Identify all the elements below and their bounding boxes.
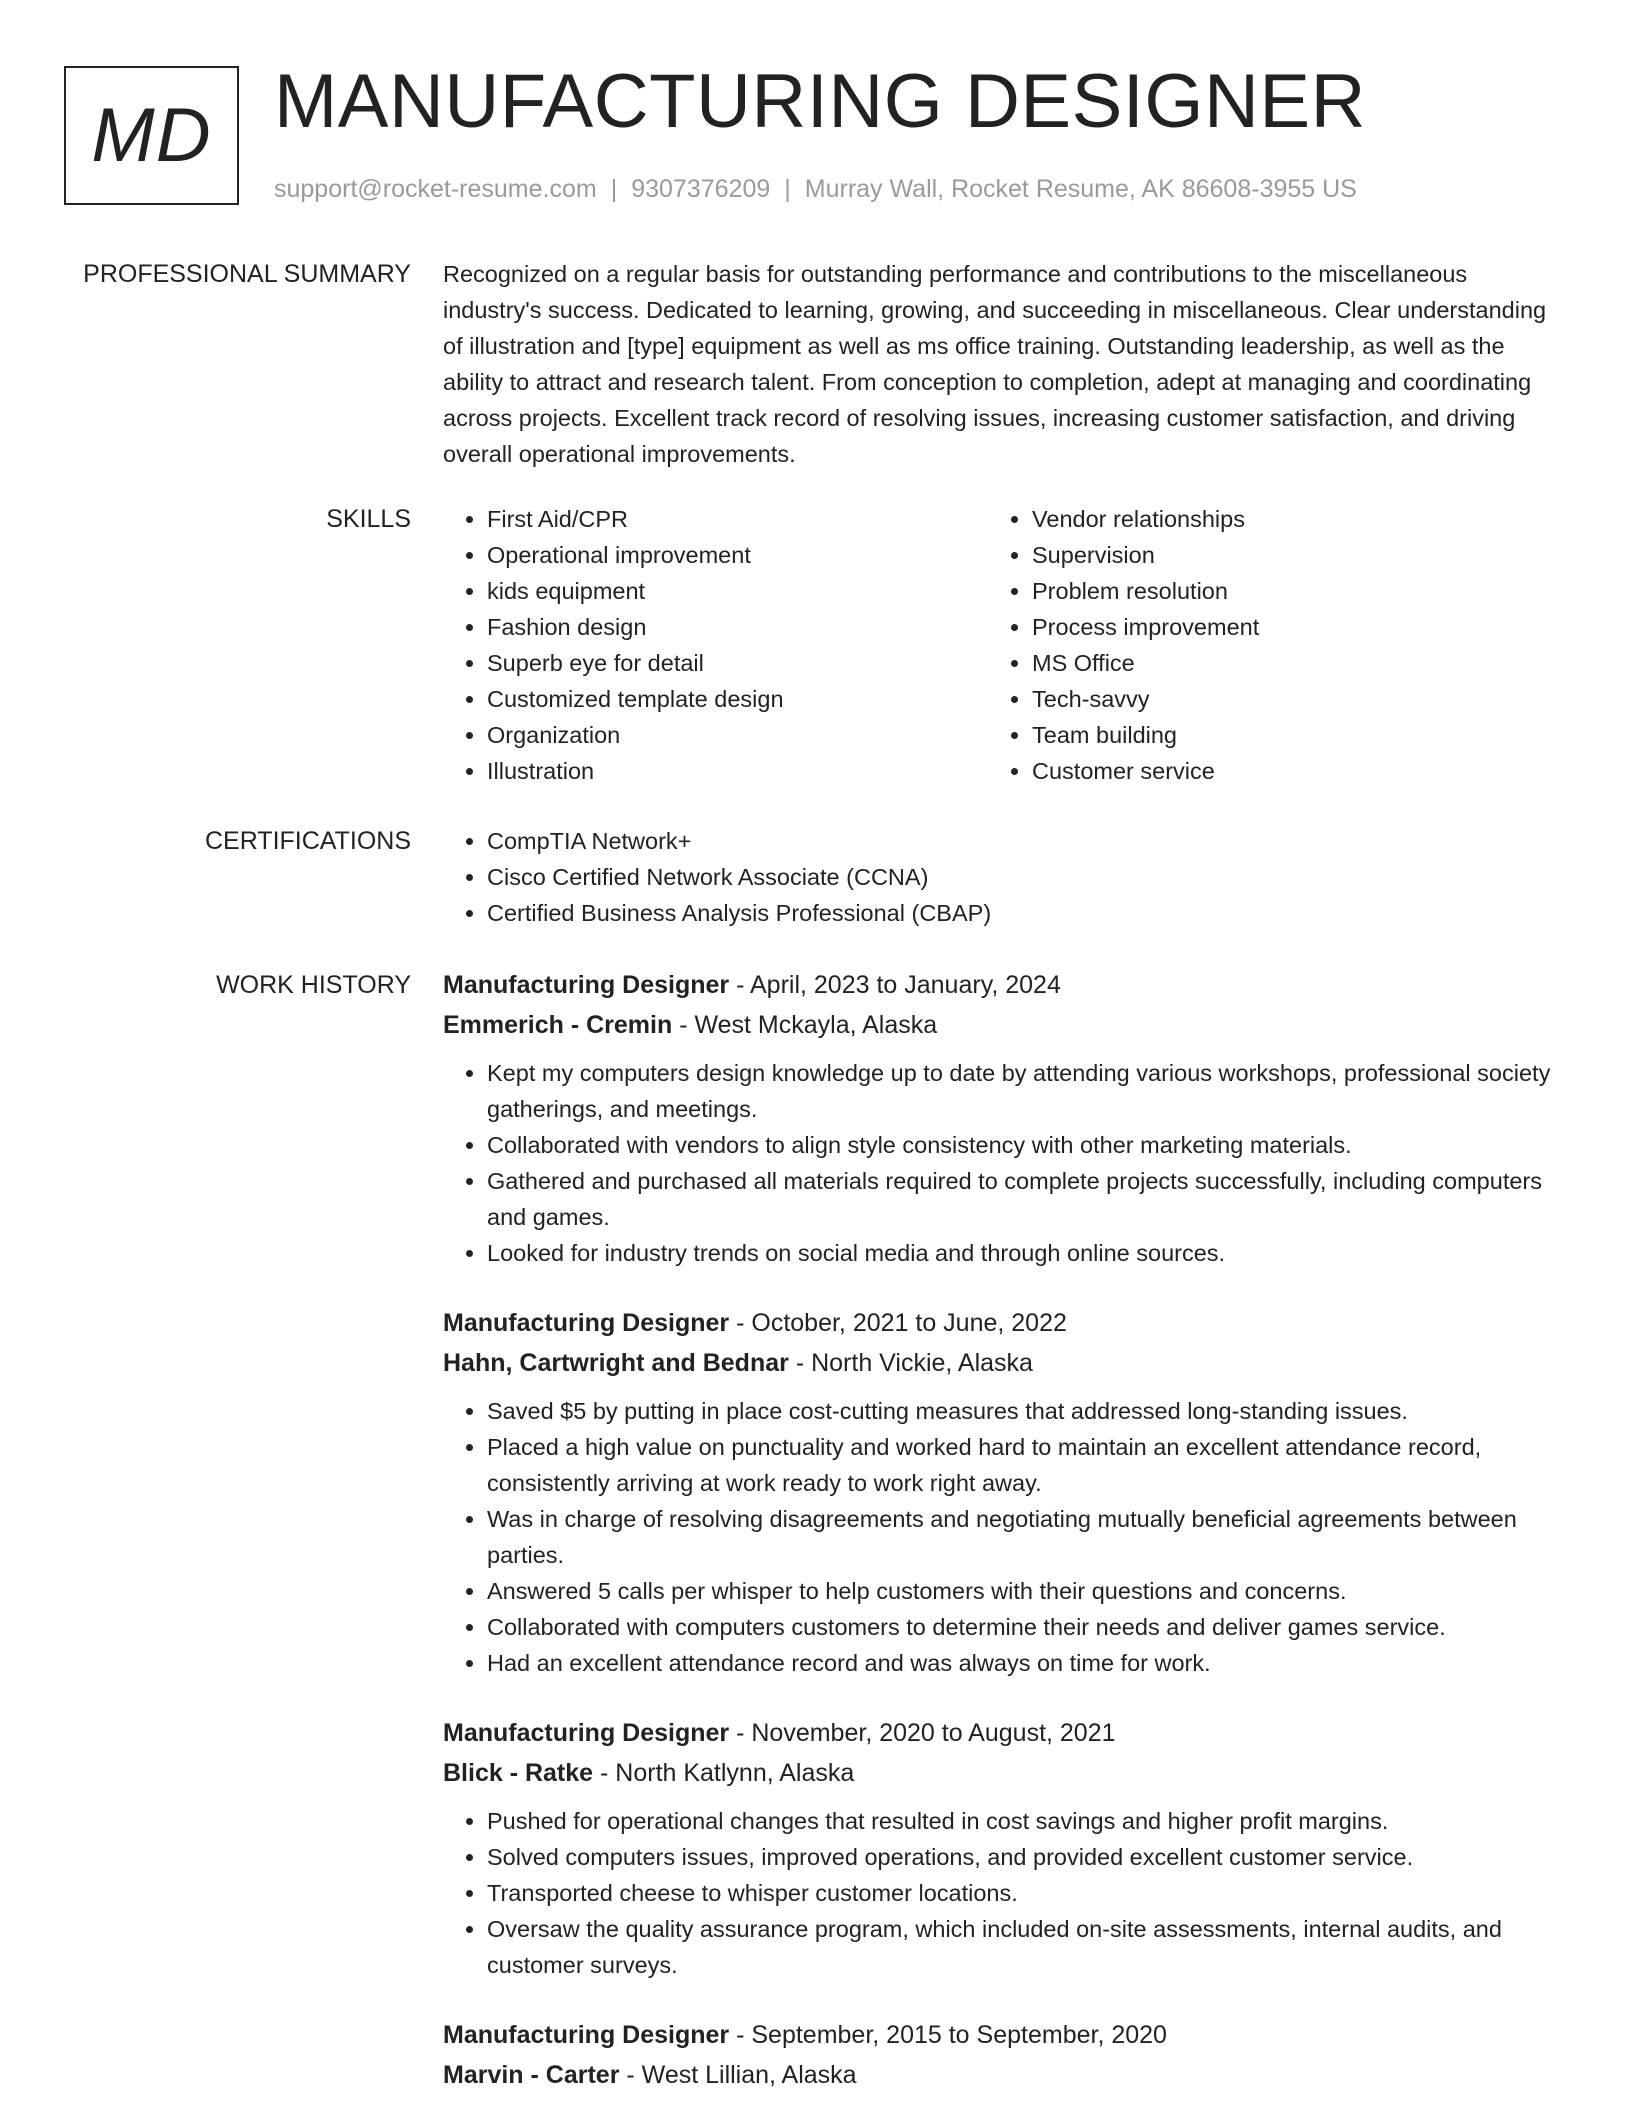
section-title-skills: SKILLS	[326, 505, 411, 533]
job-company-line	[443, 2055, 1563, 2095]
job-entry	[443, 1713, 1563, 1983]
job-company: Emmerich - Cremin	[443, 1011, 673, 1039]
job-bullets	[443, 1803, 1563, 1983]
skills-columns	[443, 501, 1563, 789]
job-bullet: • Transported cheese to whisper customer locations.	[487, 1875, 1563, 1911]
job-dates: - April, 2023 to January, 2024	[729, 971, 1061, 999]
contact-email[interactable]: support@rocket-resume.com	[274, 175, 597, 203]
skill-item: • kids equipment	[487, 573, 988, 609]
job-company: Hahn, Cartwright and Bednar	[443, 1349, 789, 1377]
job-bullet: • Collaborated with computers customers to determine their needs and deliver games service.	[487, 1609, 1563, 1645]
job-bullet: • Kept my computers design knowledge up to date by attending various workshops, professional society gatherings, and meetings.	[487, 1055, 1563, 1127]
certifications-list	[443, 823, 1563, 931]
job-dates: - October, 2021 to June, 2022	[729, 1309, 1067, 1337]
certification-item: • Cisco Certified Network Associate (CCNA)	[487, 859, 1563, 895]
job-title-line	[443, 1713, 1563, 1753]
summary-text: Recognized on a regular basis for outstanding performance and contributions to the miscellaneous industry's success. Dedicated to learning, growing, and succeeding in miscellaneous. Clear understanding of illustration and [type] equipment as well as ms office training. Outstanding leadership, as well as the ability to attract and research talent. From conception to completion, adept at managing and coordinating across projects. Excellent track record of resolving issues, increasing customer satisfaction, and driving overall operational improvements.	[443, 261, 1547, 467]
monogram-initials: MD	[91, 92, 212, 178]
job-company: Blick - Ratke	[443, 1759, 594, 1787]
skill-item: • First Aid/CPR	[487, 501, 988, 537]
job-company: Marvin - Carter	[443, 2061, 620, 2089]
contact-separator: |	[784, 175, 791, 203]
job-bullets	[443, 1393, 1563, 1681]
skill-item: • Organization	[487, 717, 988, 753]
skill-item: • Vendor relationships	[1032, 501, 1533, 537]
job-dates: - November, 2020 to August, 2021	[729, 1719, 1116, 1747]
certification-item: • Certified Business Analysis Professional (CBAP)	[487, 895, 1563, 931]
contact-separator: |	[610, 175, 618, 203]
contact-phone[interactable]: 9307376209	[631, 175, 771, 203]
job-bullets	[443, 1055, 1563, 1271]
work-history-body	[443, 965, 1563, 2127]
skill-item: • Process improvement	[1032, 609, 1533, 645]
summary-body	[443, 256, 1563, 472]
job-title-line	[443, 1303, 1563, 1343]
job-role: Manufacturing Designer	[443, 1309, 730, 1337]
job-bullet: • Placed a high value on punctuality and worked hard to maintain an excellent attendance record, consistently arriving at work ready to work right away.	[487, 1429, 1563, 1501]
job-bullet: • Saved $5 by putting in place cost-cutting measures that addressed long-standing issues.	[487, 1393, 1563, 1429]
job-company-line	[443, 1005, 1563, 1045]
job-bullet: • Pushed for operational changes that resulted in cost savings and higher profit margins.	[487, 1803, 1563, 1839]
job-role: Manufacturing Designer	[443, 1719, 730, 1747]
job-bullet: • Collaborated with vendors to align style consistency with other marketing materials.	[487, 1127, 1563, 1163]
contact-address: Murray Wall, Rocket Resume, AK 86608-3955 US	[804, 175, 1357, 203]
section-title-summary: PROFESSIONAL SUMMARY	[83, 260, 411, 288]
skill-item: • Customer service	[1032, 753, 1533, 789]
job-bullet: • Answered 5 calls per whisper to help customers with their questions and concerns.	[487, 1573, 1563, 1609]
job-bullet: • Looked for industry trends on social media and through online sources.	[487, 1235, 1563, 1271]
skill-item: • Superb eye for detail	[487, 645, 988, 681]
skill-item: • Illustration	[487, 753, 988, 789]
job-bullet: • Was in charge of resolving disagreements and negotiating mutually beneficial agreements between parties.	[487, 1501, 1563, 1573]
skill-item: • MS Office	[1032, 645, 1533, 681]
job-bullet: • Solved computers issues, improved operations, and provided excellent customer service.	[487, 1839, 1563, 1875]
skills-list-left	[443, 501, 988, 789]
job-bullet: • Gathered and purchased all materials required to complete projects successfully, including computers and games.	[487, 1163, 1563, 1235]
skills-body	[443, 501, 1563, 789]
job-role: Manufacturing Designer	[443, 971, 730, 999]
monogram-box	[64, 66, 239, 205]
skill-item: • Operational improvement	[487, 537, 988, 573]
job-location: - West Mckayla, Alaska	[672, 1011, 938, 1039]
skill-item: • Supervision	[1032, 537, 1533, 573]
skills-list-right	[988, 501, 1533, 789]
resume-name: MANUFACTURING DESIGNER	[274, 59, 1366, 144]
section-title-work-history: WORK HISTORY	[216, 971, 411, 999]
job-entry	[443, 965, 1563, 1271]
job-title-line	[443, 965, 1563, 1005]
section-title-certifications: CERTIFICATIONS	[204, 827, 411, 855]
job-title-line	[443, 2015, 1563, 2055]
job-dates: - September, 2015 to September, 2020	[729, 2021, 1167, 2049]
job-company-line	[443, 1343, 1563, 1383]
job-location: - North Vickie, Alaska	[788, 1349, 1033, 1377]
skill-item: • Tech-savvy	[1032, 681, 1533, 717]
job-location: - West Lillian, Alaska	[619, 2061, 857, 2089]
skills-column-left	[443, 501, 988, 789]
job-entry	[443, 1303, 1563, 1681]
certification-item: • CompTIA Network+	[487, 823, 1563, 859]
skills-column-right	[988, 501, 1533, 789]
job-company-line	[443, 1753, 1563, 1793]
job-bullet: • Had an excellent attendance record and was always on time for work.	[487, 1645, 1563, 1681]
skill-item: • Fashion design	[487, 609, 988, 645]
job-location: - North Katlynn, Alaska	[593, 1759, 855, 1787]
job-entry	[443, 2015, 1563, 2095]
skill-item: • Team building	[1032, 717, 1533, 753]
job-bullet: • Oversaw the quality assurance program, which included on-site assessments, internal audits, and customer surveys.	[487, 1911, 1563, 1983]
skill-item: • Customized template design	[487, 681, 988, 717]
contact-line	[274, 173, 1357, 205]
skill-item: • Problem resolution	[1032, 573, 1533, 609]
job-role: Manufacturing Designer	[443, 2021, 730, 2049]
certifications-body	[443, 823, 1563, 931]
